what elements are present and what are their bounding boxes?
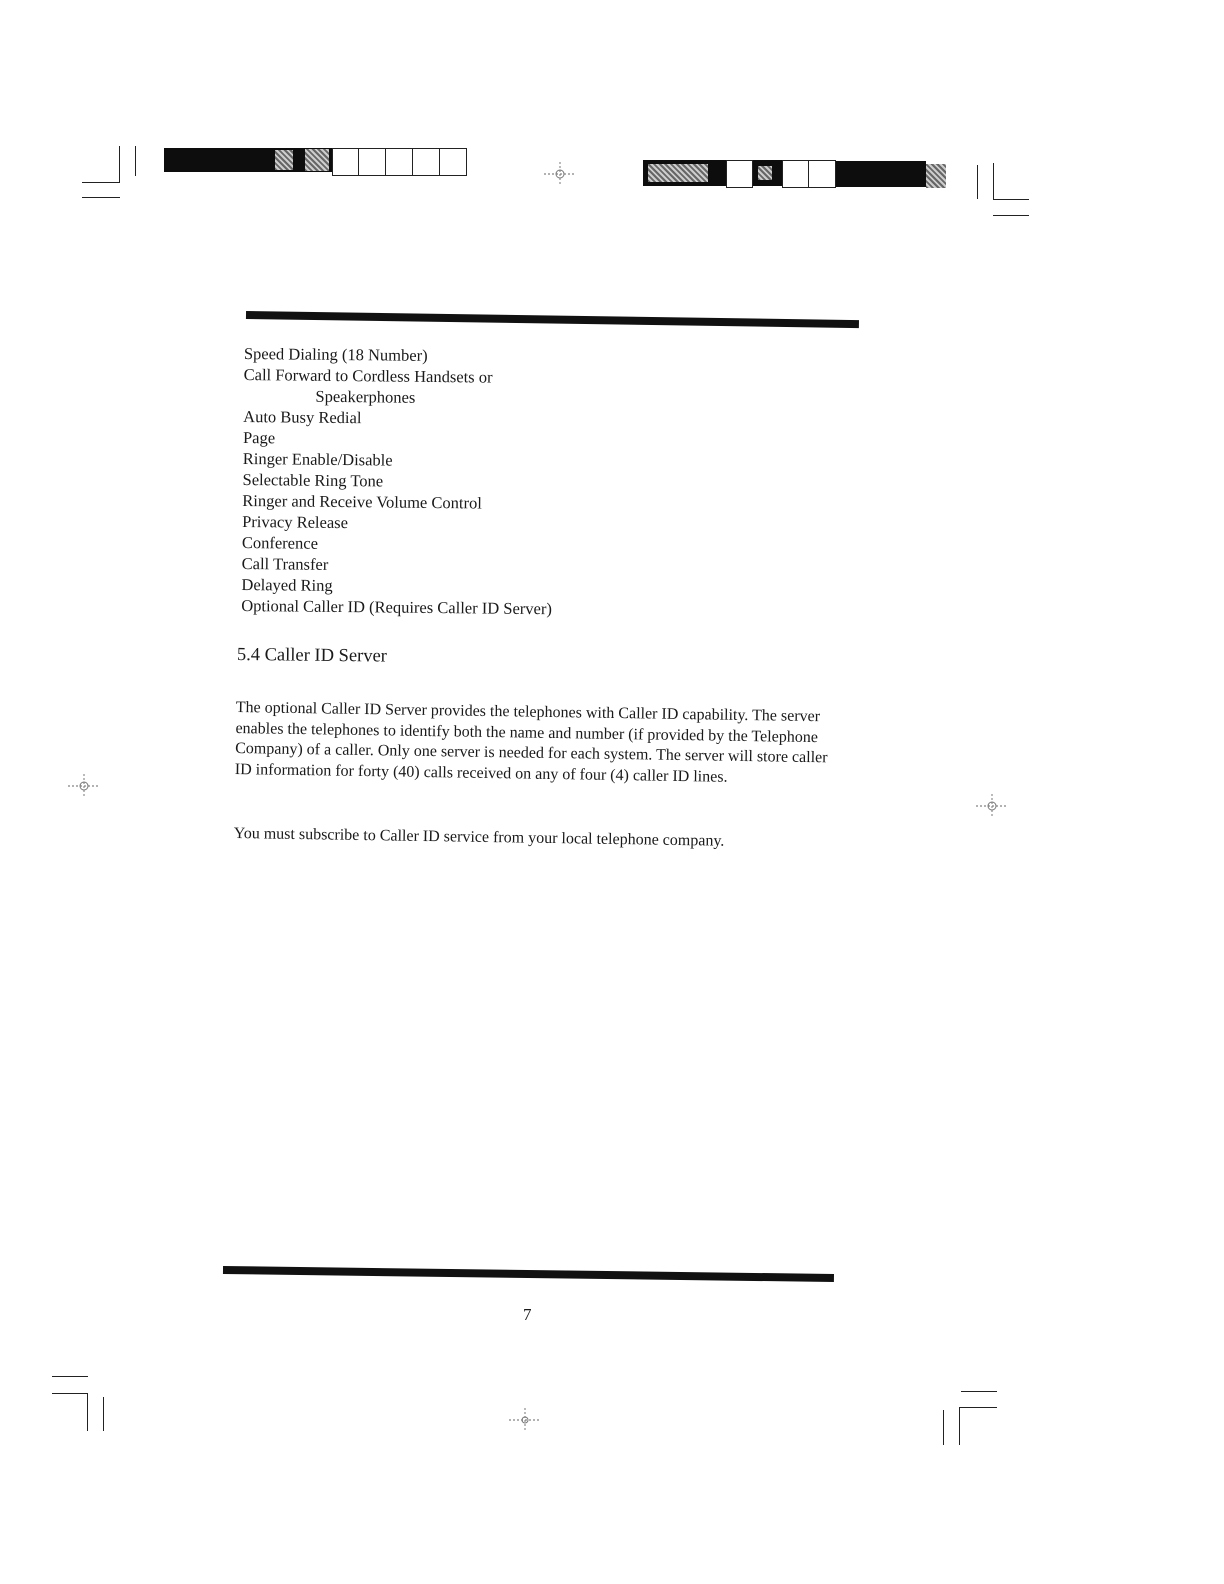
feature-item: Speed Dialing (18 Number) — [243, 343, 428, 365]
feature-item: Delayed Ring — [241, 574, 333, 595]
footer-rule — [223, 1266, 834, 1282]
feature-item: Page — [242, 427, 276, 448]
section-heading: 5.4 Caller ID Server — [236, 645, 388, 667]
feature-item: Ringer Enable/Disable — [242, 448, 393, 470]
feature-list — [241, 343, 864, 622]
registration-mark-top — [540, 160, 580, 188]
feature-item: Optional Caller ID (Requires Caller ID Server) — [241, 595, 552, 619]
subscription-note: You must subscribe to Caller ID service from your local telephone company. — [233, 824, 725, 850]
registration-mark-right — [972, 792, 1012, 820]
feature-item: Call Forward to Cordless Handsets or — [243, 364, 493, 387]
feature-item: Selectable Ring Tone — [242, 469, 384, 491]
feature-item: Speakerphones — [315, 386, 416, 407]
caller-id-description: The optional Caller ID Server provides the telephones with Caller ID capability. The server enables the telephones to identify both the name and number (if provided by the Telephone Company) of a caller. Only one server is needed for each system. The server will store caller ID information for forty (40) calls received on any of four (4) caller ID lines. — [234, 698, 828, 786]
header-rule — [246, 311, 859, 328]
page-number: 7 — [523, 1305, 532, 1324]
registration-mark-left — [64, 772, 104, 800]
feature-item: Ringer and Receive Volume Control — [242, 490, 482, 513]
feature-item: Privacy Release — [242, 511, 349, 533]
registration-mark-bottom — [505, 1406, 545, 1434]
feature-item: Conference — [241, 532, 319, 553]
feature-item: Call Transfer — [241, 553, 329, 574]
feature-item: Auto Busy Redial — [243, 406, 362, 428]
